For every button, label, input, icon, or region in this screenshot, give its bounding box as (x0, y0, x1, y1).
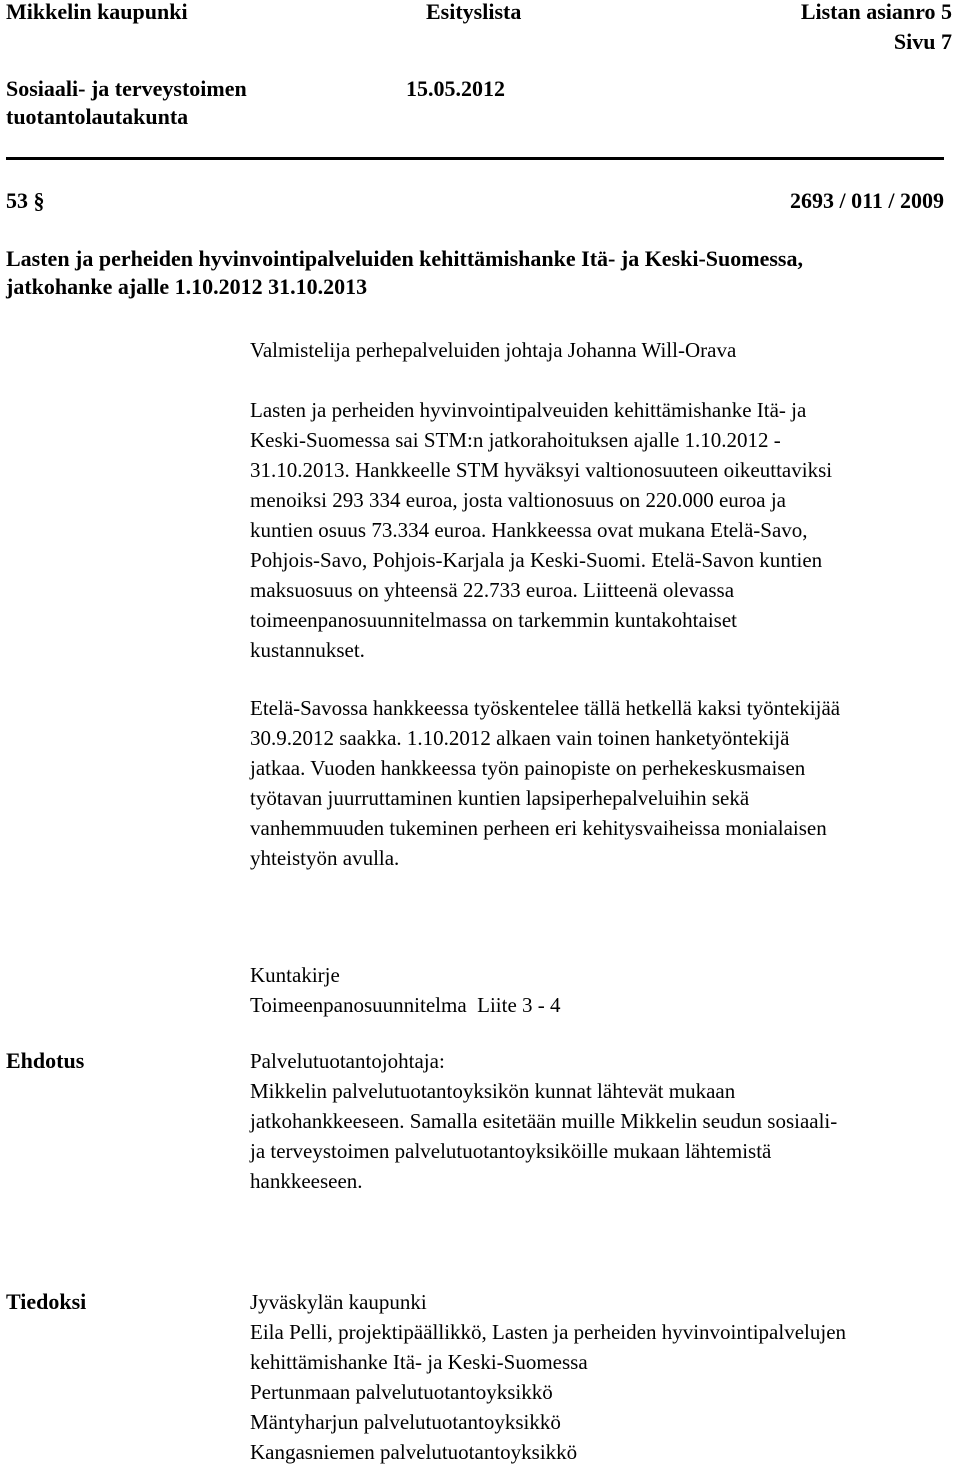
paragraph-line: Lasten ja perheiden hyvinvointipalveuiden kehittämishanke Itä- ja (250, 398, 807, 422)
recipient: Kangasniemen palvelutuotantoyksikkö (250, 1440, 578, 1464)
distribution-label: Tiedoksi (6, 1289, 87, 1314)
distribution-list (250, 1287, 846, 1467)
section-number: 53 § (6, 188, 45, 213)
recipient: Mäntyharjun palvelutuotantoyksikkö (250, 1410, 561, 1434)
meeting-date: 15.05.2012 (406, 76, 505, 101)
paragraph-line: menoiksi 293 334 euroa, josta valtionosuus on 220.000 euroa ja (250, 488, 787, 512)
document-type: Esityslista (426, 0, 522, 24)
paragraph-line: Etelä-Savossa hankkeessa työskentelee tällä hetkellä kaksi työntekijää (250, 696, 841, 720)
paragraph-line: vanhemmuuden tukeminen perheen eri kehitysvaiheissa monialaisen (250, 816, 827, 840)
recipient: Jyväskylän kaupunki (250, 1290, 427, 1314)
diary-number: 2693 / 011 / 2009 (789, 188, 944, 213)
city-name: Mikkelin kaupunki (6, 0, 188, 24)
paragraph-line: Pohjois-Savo, Pohjois-Karjala ja Keski-Suomi. Etelä-Savon kuntien (250, 548, 823, 572)
proposal-line: Mikkelin palvelutuotantoyksikön kunnat lähtevät mukaan (250, 1079, 736, 1103)
recipient: Pertunmaan palvelutuotantoyksikkö (250, 1380, 553, 1404)
item-title-line2: jatkohanke ajalle 1.10.2012 31.10.2013 (6, 274, 368, 299)
proposal-line: hankkeeseen. (250, 1169, 363, 1193)
proposal-line: ja terveystoimen palvelutuotantoyksiköille mukaan lähtemistä (250, 1139, 772, 1163)
header-divider (6, 157, 944, 160)
board-name-line2: tuotantolautakunta (6, 104, 189, 129)
proposal-label: Ehdotus (6, 1048, 85, 1073)
attachment-implementation-plan: Toimeenpanosuunnitelma Liite 3 - 4 (250, 993, 561, 1017)
attachments-list (250, 960, 561, 1020)
paragraph-line: kuntien osuus 73.334 euroa. Hankkeessa ovat mukana Etelä-Savo, (250, 518, 808, 542)
paragraph-line: Keski-Suomessa sai STM:n jatkorahoituksen ajalle 1.10.2012 - (250, 428, 781, 452)
board-name-line1: Sosiaali- ja terveystoimen (6, 76, 247, 101)
attachment-cover-letter: Kuntakirje (250, 963, 340, 987)
proposal-line: jatkohankkeeseen. Samalla esitetään muille Mikkelin seudun sosiaali- (250, 1109, 838, 1133)
paragraph-line: jatkaa. Vuoden hankkeessa työn painopiste on perhekeskusmaisen (250, 756, 806, 780)
paragraph-line: toimeenpanosuunnitelmassa on tarkemmin kuntakohtaiset (250, 608, 737, 632)
paragraph-line: yhteistyön avulla. (250, 846, 400, 870)
paragraph-line: 31.10.2013. Hankkeelle STM hyväksyi valtionosuuteen oikeuttaviksi (250, 458, 833, 482)
background-paragraph (250, 395, 832, 665)
paragraph-line: maksuosuus on yhteensä 22.733 euroa. Liitteenä olevassa (250, 578, 735, 602)
item-title-line1: Lasten ja perheiden hyvinvointipalveluiden kehittämishanke Itä- ja Keski-Suomessa, (6, 246, 803, 271)
paragraph-line: 30.9.2012 saakka. 1.10.2012 alkaen vain toinen hanketyöntekijä (250, 726, 790, 750)
recipient: Eila Pelli, projektipäällikkö, Lasten ja perheiden hyvinvointipalvelujen (250, 1320, 847, 1344)
recipient: kehittämishanke Itä- ja Keski-Suomessa (250, 1350, 588, 1374)
paragraph-line: työtavan juurruttaminen kuntien lapsiperhepalveluihin sekä (250, 786, 750, 810)
proposal-line: Palvelutuotantojohtaja: (250, 1049, 445, 1073)
proposal-text (250, 1046, 837, 1196)
item-number: Listan asianro 5 (800, 0, 952, 24)
preparer-line: Valmistelija perhepalveluiden johtaja Johanna Will-Orava (250, 338, 737, 362)
staffing-paragraph (250, 693, 840, 873)
paragraph-line: kustannukset. (250, 638, 365, 662)
page-number: Sivu 7 (893, 29, 952, 54)
